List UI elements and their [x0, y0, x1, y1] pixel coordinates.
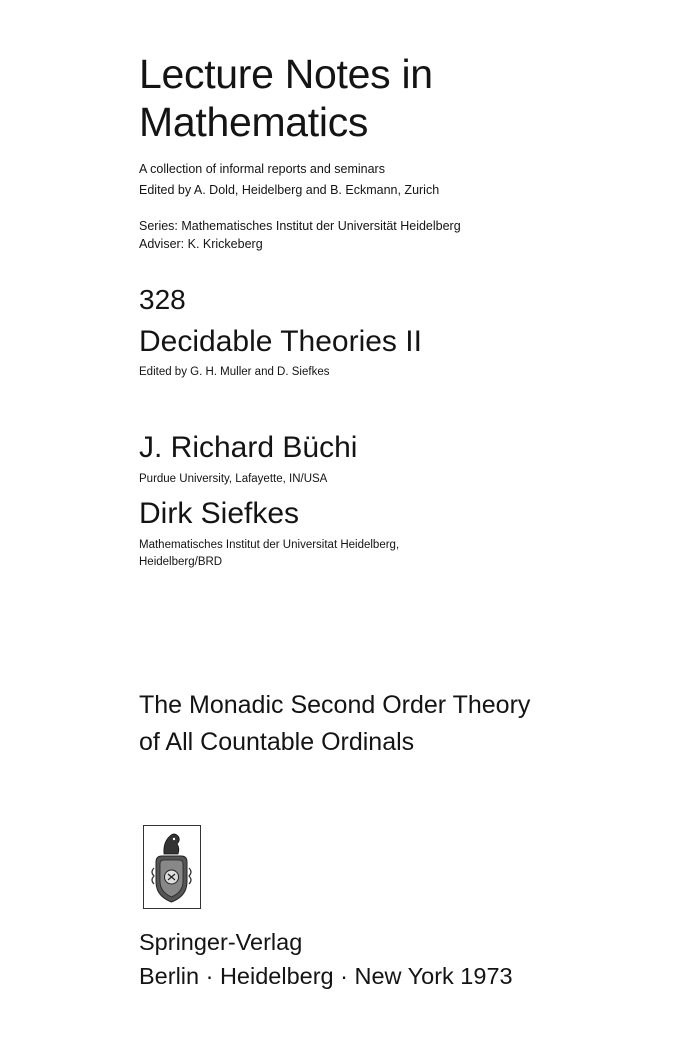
author-affiliation-2-line1: Mathematisches Institut der Universitat Heidelberg,: [139, 539, 400, 551]
publisher-name: Springer-Verlag: [139, 929, 303, 955]
author-name-1: J. Richard Büchi: [139, 431, 358, 464]
volume-title: Decidable Theories II: [139, 325, 422, 358]
series-adviser: Adviser: K. Krickeberg: [139, 237, 263, 251]
book-title-line1: The Monadic Second Order Theory: [139, 691, 531, 719]
author-affiliation-1: Purdue University, Lafayette, IN/USA: [139, 473, 328, 485]
springer-knight-logo-icon: [143, 825, 201, 909]
author-name-2: Dirk Siefkes: [139, 497, 300, 530]
series-info: Series: Mathematisches Institut der Universität Heidelberg: [139, 219, 461, 233]
series-description: A collection of informal reports and seminars: [139, 162, 385, 176]
series-editors: Edited by A. Dold, Heidelberg and B. Eckmann, Zurich: [139, 183, 440, 197]
publisher-locations: Berlin · Heidelberg · New York 1973: [139, 963, 513, 989]
author-affiliation-2-line2: Heidelberg/BRD: [139, 556, 223, 568]
volume-editors: Edited by G. H. Muller and D. Siefkes: [139, 366, 330, 378]
series-title-line2: Mathematics: [139, 99, 369, 145]
series-title-line1: Lecture Notes in: [139, 51, 433, 97]
book-title-line2: of All Countable Ordinals: [139, 728, 415, 756]
volume-number: 328: [139, 284, 186, 315]
